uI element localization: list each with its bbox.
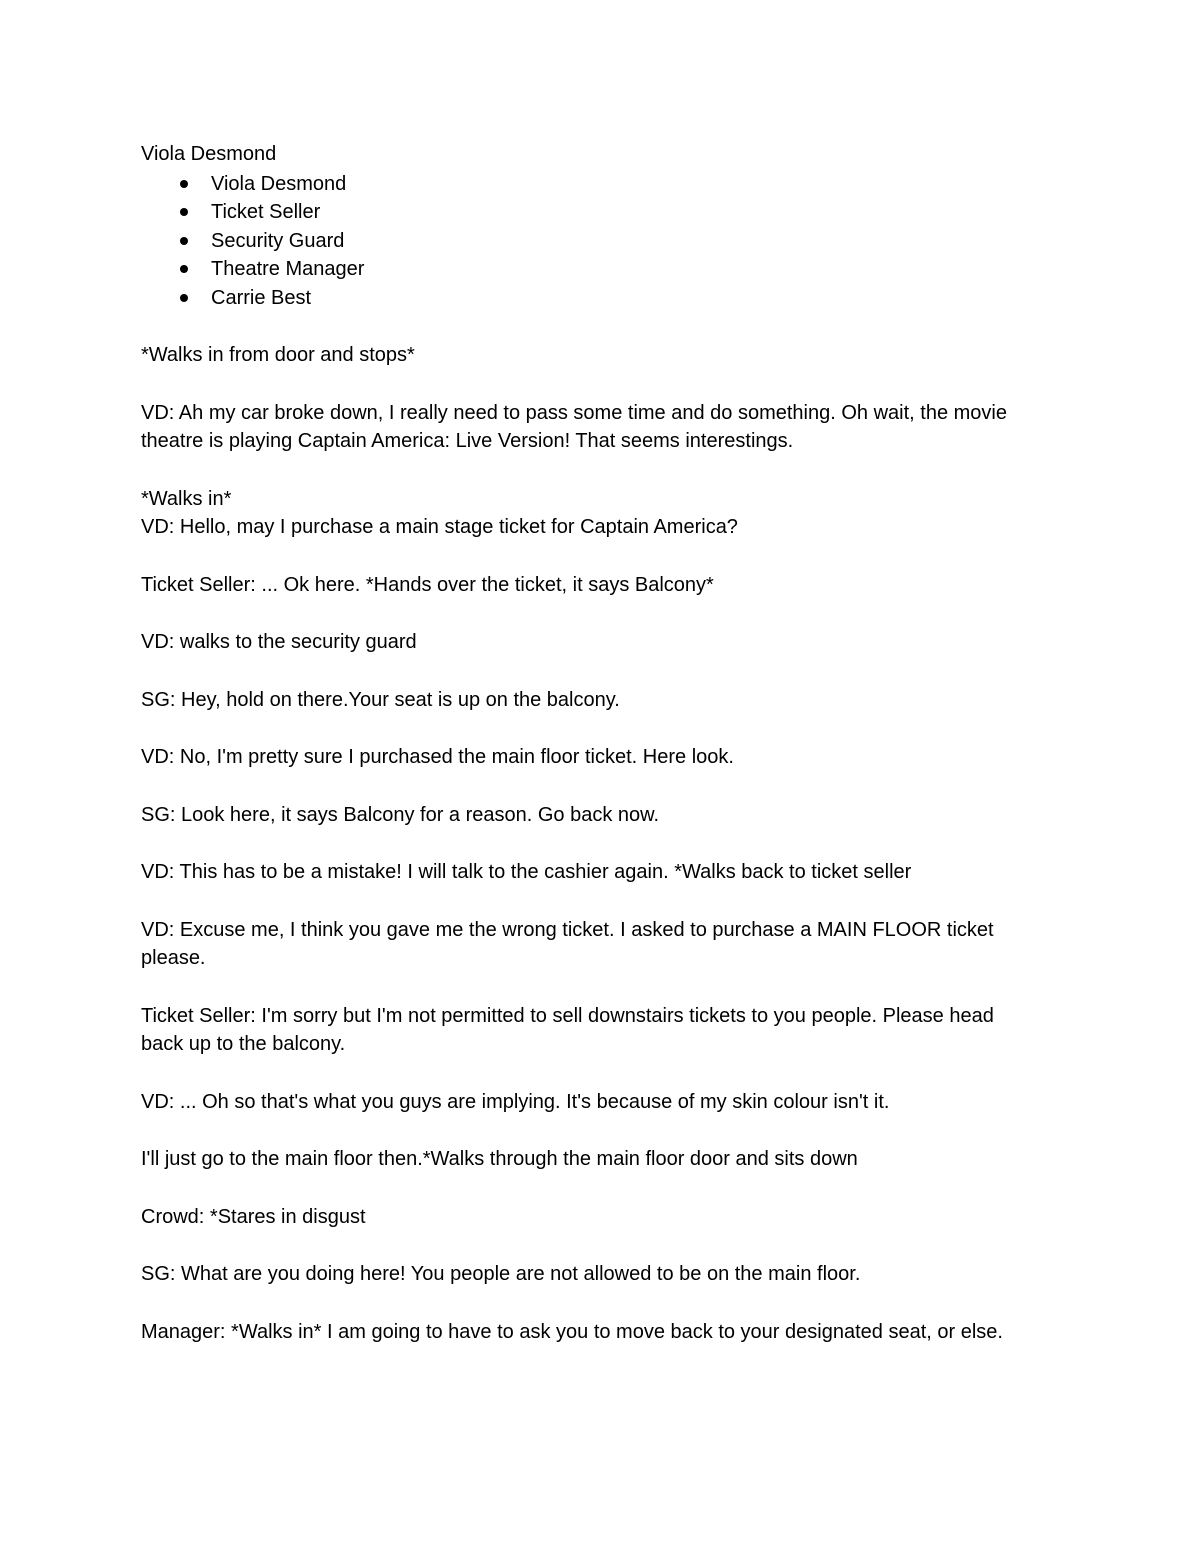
dialogue-line: VD: Excuse me, I think you gave me the wrong ticket. I asked to purchase a MAIN FLOOR ticket please. bbox=[141, 918, 994, 969]
dialogue-line: VD: Ah my car broke down, I really need to pass some time and do something. Oh wait, the movie theatre is playing Captain America: Live Version! That seems interestings. bbox=[141, 401, 1007, 452]
cast-member: Carrie Best bbox=[211, 286, 312, 309]
dialogue-line: Crowd: *Stares in disgust bbox=[141, 1205, 366, 1228]
bullet-icon bbox=[180, 208, 188, 216]
list-item bbox=[141, 170, 1031, 199]
bullet-icon bbox=[180, 265, 188, 273]
dialogue-line: VD: ... Oh so that's what you guys are implying. It's because of my skin colour isn't it. bbox=[141, 1090, 890, 1113]
stage-direction: *Walks in* bbox=[141, 487, 232, 510]
dialogue-line: Ticket Seller: I'm sorry but I'm not permitted to sell downstairs tickets to you people. Please head back up to the balcony. bbox=[141, 1004, 994, 1055]
dialogue-line: SG: Look here, it says Balcony for a reason. Go back now. bbox=[141, 803, 660, 826]
bullet-icon bbox=[180, 237, 188, 245]
dialogue-line: VD: This has to be a mistake! I will talk to the cashier again. *Walks back to ticket seller bbox=[141, 861, 912, 883]
dialogue-line: VD: Hello, may I purchase a main stage ticket for Captain America? bbox=[141, 516, 738, 538]
cast-list bbox=[141, 170, 1031, 313]
bullet-icon bbox=[180, 180, 188, 188]
stage-direction: *Walks in from door and stops* bbox=[141, 344, 415, 366]
cast-member: Security Guard bbox=[211, 229, 345, 252]
dialogue-line: I'll just go to the main floor then.*Walks through the main floor door and sits down bbox=[141, 1148, 858, 1170]
dialogue-line: VD: walks to the security guard bbox=[141, 631, 417, 653]
document-title: Viola Desmond bbox=[141, 143, 277, 165]
document-body bbox=[141, 140, 1031, 1346]
dialogue-line: Manager: *Walks in* I am going to have to ask you to move back to your designated seat, or else. bbox=[141, 1320, 1003, 1343]
dialogue-line: Ticket Seller: ... Ok here. *Hands over the ticket, it says Balcony* bbox=[141, 573, 714, 596]
dialogue-line: SG: Hey, hold on there.Your seat is up on the balcony. bbox=[141, 688, 620, 711]
cast-member: Viola Desmond bbox=[211, 172, 347, 195]
list-item bbox=[141, 255, 1031, 284]
cast-member: Theatre Manager bbox=[211, 258, 365, 280]
dialogue-line: SG: What are you doing here! You people are not allowed to be on the main floor. bbox=[141, 1263, 861, 1285]
list-item bbox=[141, 198, 1031, 227]
list-item bbox=[141, 227, 1031, 256]
dialogue-line: VD: No, I'm pretty sure I purchased the main floor ticket. Here look. bbox=[141, 746, 734, 768]
bullet-icon bbox=[180, 294, 188, 302]
cast-member: Ticket Seller bbox=[211, 201, 321, 223]
list-item bbox=[141, 284, 1031, 313]
